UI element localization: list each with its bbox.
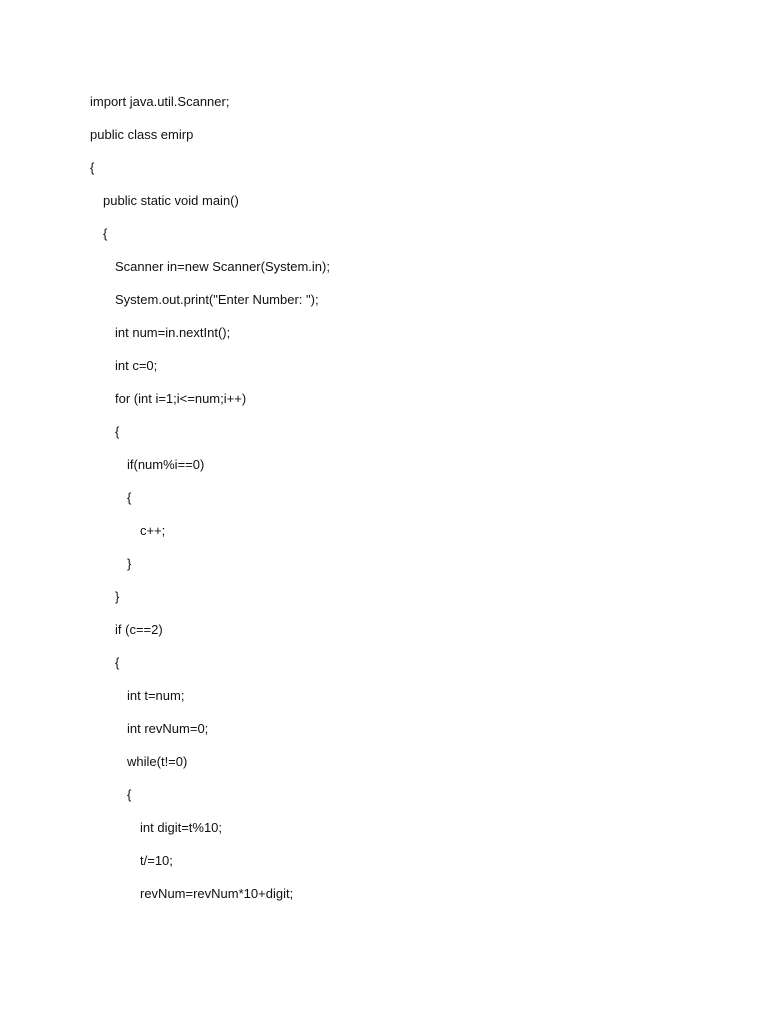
code-line: public class emirp xyxy=(90,127,194,142)
code-line: public static void main() xyxy=(103,193,239,208)
code-line: for (int i=1;i<=num;i++) xyxy=(115,391,247,406)
code-line: System.out.print("Enter Number: "); xyxy=(115,292,319,307)
code-line: } xyxy=(127,556,132,571)
code-line: import java.util.Scanner; xyxy=(90,94,230,109)
code-line: int digit=t%10; xyxy=(140,820,223,835)
code-line: int c=0; xyxy=(115,358,158,373)
code-line: revNum=revNum*10+digit; xyxy=(140,886,294,901)
code-line: int t=num; xyxy=(127,688,185,703)
code-line: { xyxy=(90,160,95,175)
code-line: int revNum=0; xyxy=(127,721,209,736)
code-line: { xyxy=(127,787,132,802)
code-line: } xyxy=(115,589,120,604)
code-line: { xyxy=(115,424,120,439)
code-line: c++; xyxy=(140,523,166,538)
code-line: { xyxy=(115,655,120,670)
code-line: { xyxy=(103,226,108,241)
code-listing xyxy=(90,92,730,917)
code-line: t/=10; xyxy=(140,853,173,868)
code-line: while(t!=0) xyxy=(127,754,188,769)
code-line: { xyxy=(127,490,132,505)
code-line: if(num%i==0) xyxy=(127,457,205,472)
code-line: Scanner in=new Scanner(System.in); xyxy=(115,259,330,274)
code-line: if (c==2) xyxy=(115,622,163,637)
code-line: int num=in.nextInt(); xyxy=(115,325,231,340)
